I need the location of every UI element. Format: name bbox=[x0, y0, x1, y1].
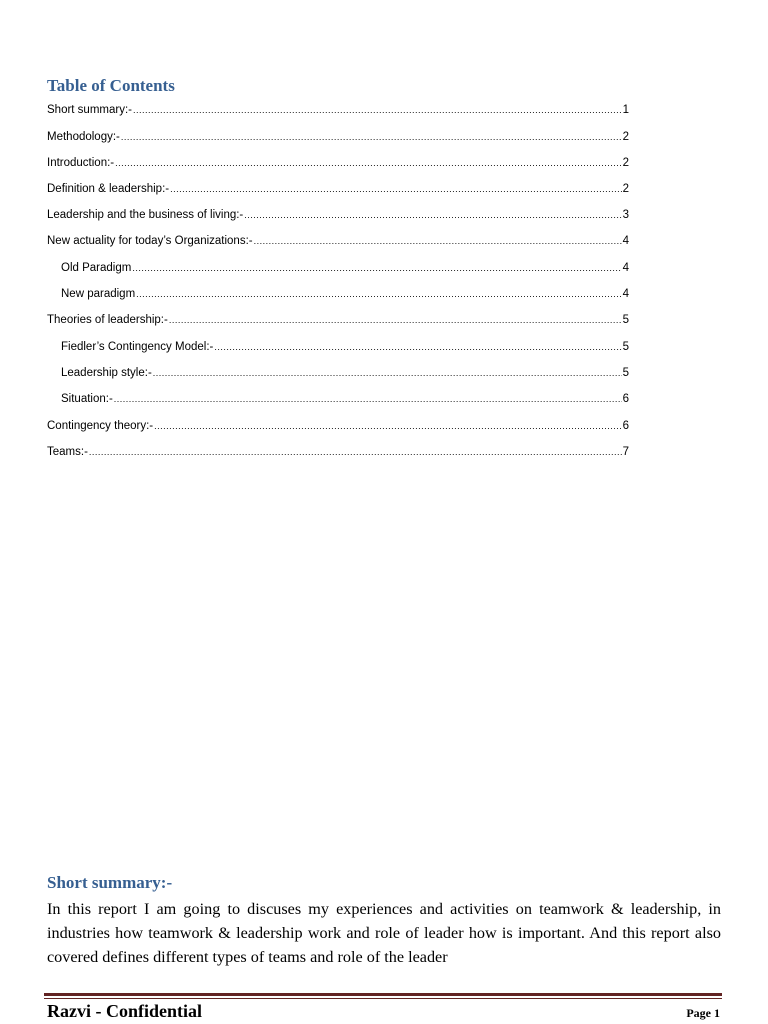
toc-entry-old-paradigm[interactable] bbox=[61, 260, 629, 276]
toc-entry-page: 2 bbox=[622, 183, 629, 195]
toc-title: Table of Contents bbox=[47, 76, 175, 95]
toc-entry-label: Leadership and the business of living:- bbox=[47, 209, 244, 221]
footer-divider-thin bbox=[44, 998, 722, 999]
toc-entry-label: Definition & leadership:- bbox=[47, 183, 170, 195]
toc-entry-page: 5 bbox=[622, 367, 629, 379]
short-summary-heading: Short summary:- bbox=[47, 873, 173, 892]
toc-entry-label: Fiedler’s Contingency Model:- bbox=[61, 341, 214, 353]
toc-entry-teams[interactable] bbox=[47, 444, 629, 460]
toc-leader-dots bbox=[169, 312, 622, 328]
toc-entry-label: Leadership style:- bbox=[61, 367, 152, 379]
toc-entry-methodology[interactable] bbox=[47, 129, 629, 145]
toc-entry-situation[interactable] bbox=[61, 391, 629, 407]
toc-leader-dots bbox=[132, 260, 621, 276]
toc-leader-dots bbox=[154, 418, 621, 434]
toc-entry-page: 7 bbox=[622, 446, 629, 458]
toc-leader-dots bbox=[89, 444, 622, 460]
toc-entry-label: Introduction:- bbox=[47, 157, 115, 169]
toc-entry-label: Contingency theory:- bbox=[47, 420, 154, 432]
page-number: Page 1 bbox=[686, 1006, 720, 1020]
toc-entry-new-paradigm[interactable] bbox=[61, 286, 629, 302]
toc-entry-label: Old Paradigm bbox=[61, 262, 132, 274]
toc-entry-page: 5 bbox=[622, 341, 629, 353]
toc-entry-page: 2 bbox=[622, 131, 629, 143]
toc-leader-dots bbox=[244, 207, 621, 223]
short-summary-text: In this report I am going to discuses my experiences and activities on teamwork & leadership, in industries how teamwork & leadership work and role of leader how is important. And this report also covered defines different types of teams and role of the leader bbox=[47, 900, 721, 966]
toc-entry-theories-leadership[interactable] bbox=[47, 312, 629, 328]
toc-entry-label: Situation:- bbox=[61, 393, 113, 405]
toc-entry-label: Methodology:- bbox=[47, 131, 120, 143]
toc-entry-definition-leadership[interactable] bbox=[47, 181, 629, 197]
toc-entry-label: Short summary:- bbox=[47, 104, 132, 116]
toc-entry-new-actuality[interactable] bbox=[47, 233, 629, 249]
toc-entry-page: 6 bbox=[622, 420, 629, 432]
toc-entry-contingency-theory[interactable] bbox=[47, 418, 629, 434]
toc-entry-fiedlers-model[interactable] bbox=[61, 339, 629, 355]
toc-entry-label: New paradigm bbox=[61, 288, 136, 300]
toc-entry-leadership-business-living[interactable] bbox=[47, 207, 629, 223]
toc-entry-page: 4 bbox=[622, 235, 629, 247]
toc-entry-leadership-style[interactable] bbox=[61, 365, 629, 381]
toc-leader-dots bbox=[133, 102, 622, 118]
toc-entry-page: 2 bbox=[622, 157, 629, 169]
toc-leader-dots bbox=[153, 365, 622, 381]
toc-entry-introduction[interactable] bbox=[47, 155, 629, 171]
toc-entry-label: New actuality for today’s Organizations:- bbox=[47, 235, 253, 247]
toc-leader-dots bbox=[115, 155, 621, 171]
toc-leader-dots bbox=[121, 129, 622, 145]
footer-divider bbox=[44, 993, 722, 996]
toc-entry-page: 1 bbox=[622, 104, 629, 116]
toc-leader-dots bbox=[254, 233, 622, 249]
toc-entry-page: 5 bbox=[622, 314, 629, 326]
toc-entry-label: Teams:- bbox=[47, 446, 88, 458]
footer-title: Razvi - Confidential bbox=[47, 1001, 202, 1021]
toc-entry-page: 4 bbox=[622, 288, 629, 300]
toc-leader-dots bbox=[170, 181, 622, 197]
toc-entry-page: 4 bbox=[622, 262, 629, 274]
toc-entry-page: 6 bbox=[622, 393, 629, 405]
toc-entry-page: 3 bbox=[622, 209, 629, 221]
toc-entry-short-summary[interactable] bbox=[47, 102, 629, 118]
toc-leader-dots bbox=[114, 391, 622, 407]
toc-leader-dots bbox=[214, 339, 621, 355]
toc-leader-dots bbox=[136, 286, 621, 302]
toc-entry-label: Theories of leadership:- bbox=[47, 314, 168, 326]
